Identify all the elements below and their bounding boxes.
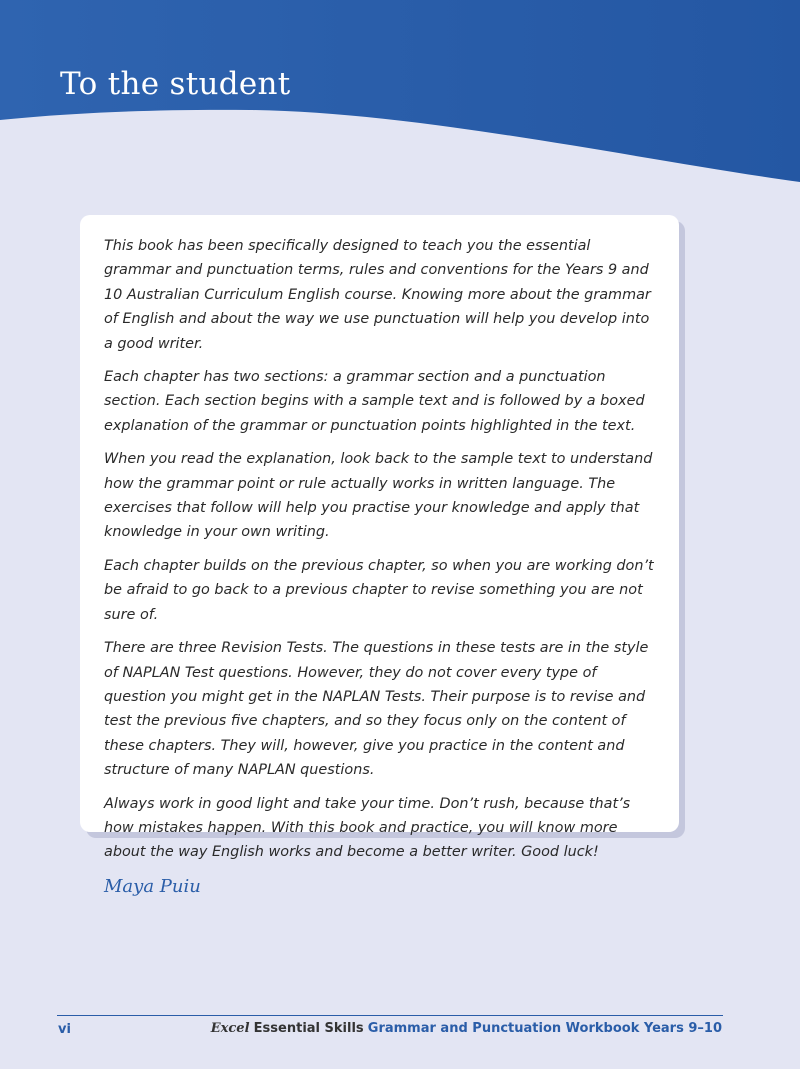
footer-book-title — [211, 1021, 722, 1036]
intro-paragraph: Always work in good light and take your time. Don’t rush, because that’s how mistakes happen. With this book and practice, you will know more about the way English works and become a better writer. Good luck! — [104, 795, 631, 861]
author-signature: Maya Puiu — [104, 875, 201, 897]
intro-paragraph: There are three Revision Tests. The questions in these tests are in the style of NAPLAN Test questions. However, they do not cover every type of question you might get in the NAPLAN Tests. Their purpose is to revise and test the previous five chapters, and so they focus only on the content of these chapters. They will, however, give you practice in the content and structure of many NAPLAN questions. — [104, 640, 649, 779]
intro-paragraph: Each chapter has two sections: a grammar section and a punctuation section. Each section begins with a sample text and is followed by a boxed explanation of the grammar or punctuation points highlighted in the text. — [104, 369, 645, 434]
page-title: To the student — [60, 66, 291, 102]
intro-paragraph: When you read the explanation, look back to the sample text to understand how the grammar point or rule actually works in written language. The exercises that follow will help you practise your knowledge and apply that knowledge in your own writing. — [104, 451, 653, 541]
intro-card — [80, 215, 679, 897]
page-number: vi — [58, 1022, 71, 1037]
footer-divider — [57, 1015, 723, 1016]
footer-brand: Excel — [210, 1021, 250, 1036]
intro-paragraph: This book has been specifically designed to teach you the essential grammar and punctuation terms, rules and conventions for the Years 9 and 10 Australian Curriculum English course. Knowing more about the grammar of English and about the way we use punctuation will help you develop into a good writer. — [104, 238, 651, 352]
intro-paragraph: Each chapter builds on the previous chapter, so when you are working don’t be afraid to go back to a previous chapter to revise something you are not sure of. — [104, 557, 654, 623]
footer-series: Essential Skills — [253, 1021, 364, 1036]
footer-book-name: Grammar and Punctuation Workbook Years 9–10 — [367, 1021, 722, 1036]
